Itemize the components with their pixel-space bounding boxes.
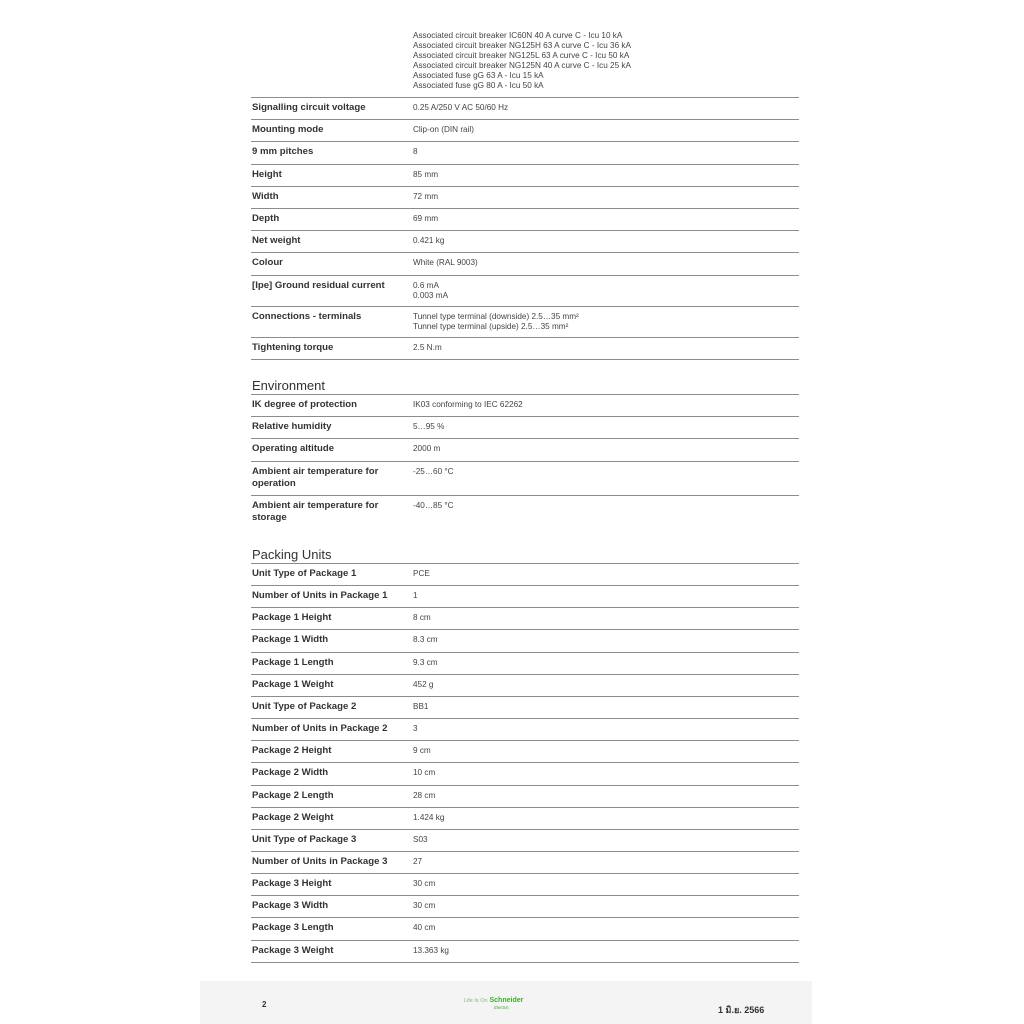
spec-label: Height [252, 168, 282, 180]
spec-value [413, 192, 438, 202]
row-divider [251, 208, 799, 209]
row-divider [251, 438, 799, 439]
row-divider [251, 275, 799, 276]
spec-value: 13.363 kg [413, 945, 449, 955]
row-divider [251, 851, 799, 852]
section-title-environment: Environment [252, 378, 325, 393]
intro-line: Associated fuse gG 63 A - Icu 15 kA [413, 71, 544, 80]
row-divider [251, 306, 799, 307]
spec-value [413, 281, 448, 301]
spec-label: Package 3 Width [252, 900, 329, 912]
row-divider [251, 674, 799, 675]
spec-value-line: 85 mm [413, 169, 439, 179]
print-date: 1 มิ.ย. 2566 [718, 1005, 765, 1015]
spec-value-line: 0.25 A/250 V AC 50/60 Hz [413, 103, 509, 112]
spec-value-line: 2000 m [413, 444, 441, 454]
row-divider [251, 696, 799, 697]
spec-value-line: IK03 conforming to IEC 62262 [413, 400, 523, 409]
row-divider [251, 461, 799, 462]
row-divider [251, 495, 799, 496]
spec-value: 27 [413, 856, 423, 866]
spec-value [413, 258, 478, 268]
row-divider [251, 416, 799, 417]
spec-value: 3 [413, 724, 418, 734]
intro-line: Associated fuse gG 80 A - Icu 50 kA [413, 81, 544, 90]
spec-value [413, 236, 444, 246]
spec-value: 10 cm [413, 768, 436, 778]
spec-label: Signalling circuit voltage [252, 102, 366, 113]
spec-value: 28 cm [413, 790, 436, 800]
spec-label: [Ipe] Ground residual current [252, 279, 385, 291]
spec-label: Package 1 Length [252, 656, 334, 668]
spec-label: Unit Type of Package 3 [252, 833, 357, 845]
spec-label: Unit Type of Package 2 [252, 700, 357, 712]
row-divider [251, 718, 799, 719]
spec-label: Mounting mode [252, 124, 324, 136]
spec-value-line: 69 mm [413, 214, 439, 223]
spec-label: Unit Type of Package 1 [252, 568, 357, 579]
spec-value: 8 cm [413, 613, 431, 623]
spec-label: Number of Units in Package 3 [252, 855, 388, 867]
spec-label: Net weight [252, 235, 301, 247]
spec-value-line: White (RAL 9003) [413, 258, 478, 268]
spec-label: Package 1 Width [252, 634, 329, 646]
logo-brand: Schneider [489, 997, 524, 1004]
spec-label: Colour [252, 257, 283, 269]
spec-value: BB1 [413, 701, 429, 711]
spec-label: Package 1 Height [252, 612, 332, 624]
spec-value-line: 8 [413, 147, 418, 157]
row-divider [251, 629, 799, 630]
row-divider [251, 607, 799, 608]
spec-value-line: Tunnel type terminal (upside) 2.5…35 mm² [413, 321, 569, 331]
row-divider [251, 762, 799, 763]
schneider-electric-logo [464, 997, 524, 1010]
spec-label: Number of Units in Package 2 [252, 723, 388, 735]
spec-value-line: Tunnel type terminal (downside) 2.5…35 mm² [413, 311, 579, 321]
row-divider [251, 186, 799, 187]
row-divider [251, 807, 799, 808]
spec-value [413, 444, 440, 454]
intro-line: Associated circuit breaker NG125L 63 A curve C - Icu 50 kA [413, 51, 630, 60]
intro-line: Associated circuit breaker NG125H 63 A curve C - Icu 36 kA [413, 41, 631, 50]
spec-value-line: 0.003 mA [413, 290, 449, 300]
spec-label: Package 2 Weight [252, 811, 334, 823]
spec-value-line: Clip-on (DIN rail) [413, 125, 474, 135]
spec-value [413, 214, 438, 224]
spec-value [413, 343, 442, 353]
spec-value [413, 422, 444, 432]
spec-value-line: -25…60 °C [413, 466, 454, 476]
spec-label: Tightening torque [252, 341, 334, 353]
logo-sub: Electric [494, 1005, 509, 1010]
logo-tagline: Life Is On [464, 998, 488, 1004]
spec-label: 9 mm pitches [252, 146, 314, 158]
associated-protection-list [413, 31, 631, 91]
spec-value [413, 103, 508, 113]
spec-label: Package 3 Length [252, 922, 334, 934]
spec-value [413, 125, 474, 135]
spec-value [413, 400, 523, 410]
spec-label: IK degree of protection [252, 399, 358, 410]
intro-line: Associated circuit breaker IC60N 40 A curve C - Icu 10 kA [413, 31, 623, 40]
spec-label: Package 3 Weight [252, 944, 334, 956]
row-divider [251, 585, 799, 586]
row-divider [251, 917, 799, 918]
spec-value-line: 72 mm [413, 191, 439, 201]
spec-label: Operating altitude [252, 443, 335, 455]
spec-value [413, 170, 438, 180]
spec-value: 9 cm [413, 746, 431, 756]
row-divider [251, 563, 799, 564]
spec-label: Package 2 Length [252, 789, 334, 801]
row-divider [251, 394, 799, 395]
row-divider [251, 652, 799, 653]
spec-value-line: 0.421 kg [413, 236, 445, 246]
spec-value-line: 2.5 N.m [413, 342, 442, 352]
spec-value: S03 [413, 834, 428, 844]
row-divider [251, 359, 799, 360]
row-divider [251, 940, 799, 941]
spec-value: 30 cm [413, 901, 436, 911]
spec-label: Package 2 Height [252, 745, 332, 757]
row-divider [251, 119, 799, 120]
spec-label: Connections - terminals [252, 310, 362, 322]
spec-value: 9.3 cm [413, 657, 438, 667]
spec-value: 1.424 kg [413, 812, 445, 822]
row-divider [251, 252, 799, 253]
spec-value: PCE [413, 569, 430, 578]
spec-value-line: -40…85 °C [413, 500, 454, 510]
row-divider [251, 230, 799, 231]
spec-value: 1 [413, 591, 418, 601]
intro-line: Associated circuit breaker NG125N 40 A curve C - Icu 25 kA [413, 61, 631, 70]
spec-value: 8.3 cm [413, 635, 438, 645]
spec-label: Package 2 Width [252, 767, 329, 779]
spec-value [413, 312, 579, 332]
row-divider [251, 141, 799, 142]
spec-label: Width [252, 190, 279, 202]
row-divider [251, 740, 799, 741]
row-divider [251, 829, 799, 830]
row-divider [251, 895, 799, 896]
row-divider [251, 785, 799, 786]
page-number: 2 [262, 1000, 267, 1009]
spec-label: Ambient air temperature for operation [252, 465, 379, 489]
spec-value-line: 5…95 % [413, 422, 445, 432]
section-title-packing-units: Packing Units [252, 547, 332, 562]
spec-value-line: 0.6 mA [413, 280, 439, 290]
row-divider [251, 873, 799, 874]
spec-label: Package 1 Weight [252, 678, 334, 690]
spec-value: 30 cm [413, 879, 436, 889]
spec-value [413, 467, 454, 477]
spec-label: Number of Units in Package 1 [252, 590, 388, 602]
spec-value: 40 cm [413, 923, 436, 933]
spec-label: Relative humidity [252, 421, 332, 433]
spec-label: Ambient air temperature for storage [252, 499, 379, 523]
spec-label: Package 3 Height [252, 878, 332, 890]
row-divider [251, 164, 799, 165]
row-divider [251, 97, 799, 98]
spec-value: 452 g [413, 679, 434, 689]
spec-value [413, 501, 454, 511]
row-divider [251, 337, 799, 338]
spec-label: Depth [252, 213, 280, 224]
row-divider [251, 962, 799, 963]
spec-value [413, 147, 418, 157]
